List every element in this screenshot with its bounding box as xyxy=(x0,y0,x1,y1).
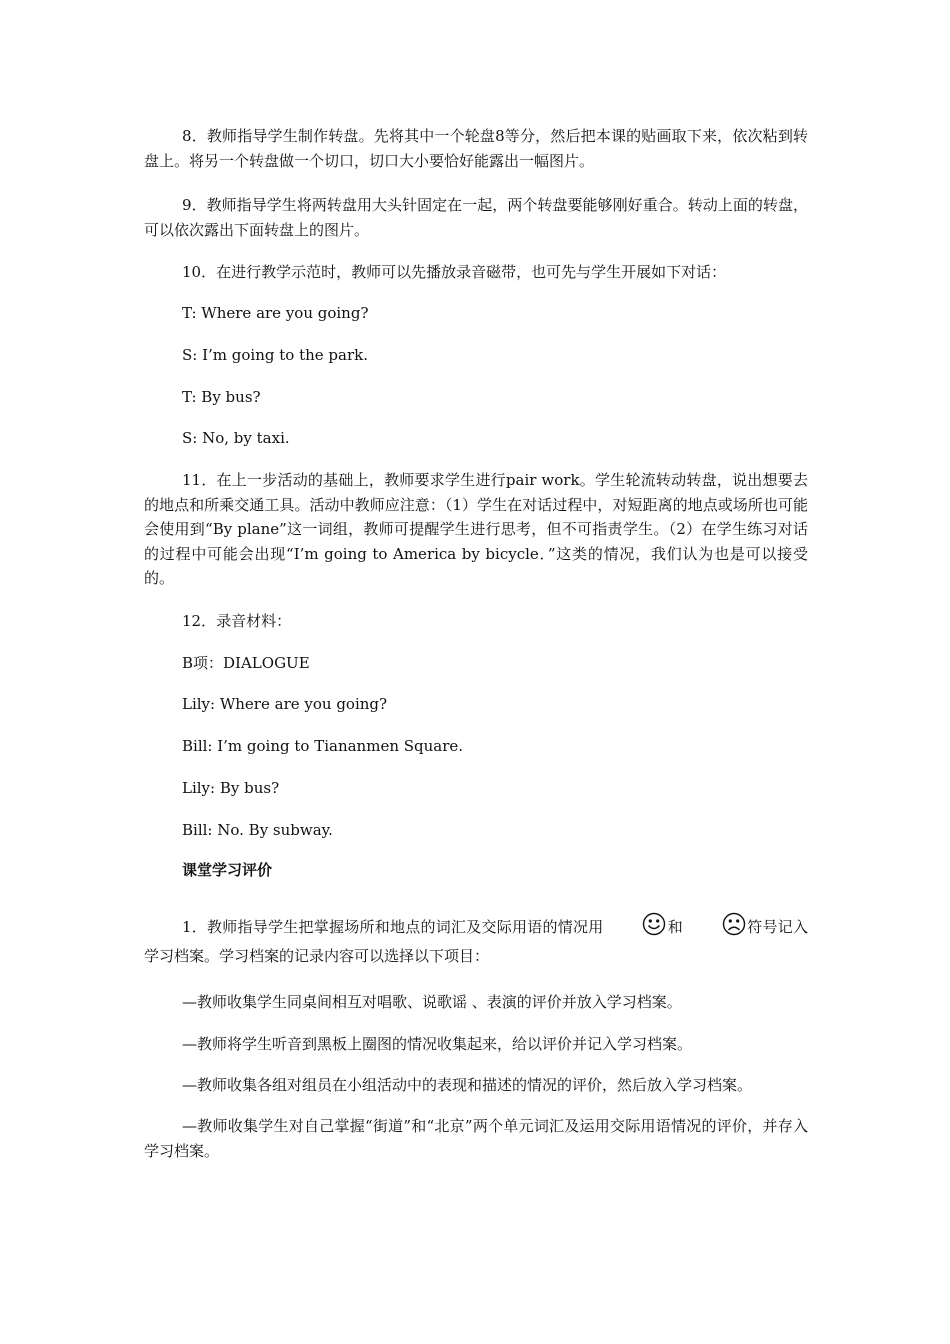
paragraph-8: 8．教师指导学生制作转盘。先将其中一个轮盘8等分，然后把本课的贴画取下来，依次粘到转盘上。将另一个转盘做一个切口，切口大小要恰好能露出一幅图片。 xyxy=(144,127,808,170)
sad-face-icon xyxy=(684,912,746,944)
dialogue-line: S: I’m going to the park. xyxy=(182,346,368,364)
section-b-title: B项：DIALOGUE xyxy=(182,654,310,672)
dialogue-line: T: By bus? xyxy=(182,388,261,406)
dialogue-line: Bill: No. By subway. xyxy=(182,821,333,839)
evaluation-item: —教师收集学生同桌间相互对唱歌、说歌谣 、表演的评价并放入学习档案。 xyxy=(182,993,682,1011)
paragraph-9: 9．教师指导学生将两转盘用大头针固定在一起，两个转盘要能够刚好重合。转动上面的转盘，可以依次露出下面转盘上的图片。 xyxy=(144,196,808,239)
evaluation-text-and: 和 xyxy=(667,918,683,936)
paragraph-10: 10．在进行教学示范时，教师可以先播放录音磁带，也可先与学生开展如下对话： xyxy=(182,263,727,281)
dialogue-line: T: Where are you going? xyxy=(182,304,369,322)
evaluation-paragraph-1 xyxy=(144,912,808,968)
paragraph-11: 11．在上一步活动的基础上，教师要求学生进行pair work。学生轮流转动转盘，说出想要去的地点和所乘交通工具。活动中教师应注意：（1）学生在对话过程中，对短距离的地点或场所也可能会使用到“By plane”这一词组，教师可提醒学生进行思考，但不可指责学生。（2）在学生练习对话的过程中可能会出现“I’m going to America by bicycle．”这类的情况，我们认为也是可以接受的。 xyxy=(144,471,808,587)
evaluation-item: —教师收集学生对自己掌握“街道”和“北京”两个单元词汇及运用交际用语情况的评价，并存入学习档案。 xyxy=(144,1117,808,1160)
dialogue-line: Lily: Where are you going? xyxy=(182,695,388,713)
dialogue-line: Bill: I’m going to Tiananmen Square. xyxy=(182,737,464,755)
section-heading: 课堂学习评价 xyxy=(182,861,273,879)
smiley-face-icon xyxy=(604,912,666,944)
evaluation-item: —教师将学生听音到黑板上圈图的情况收集起来，给以评价并记入学习档案。 xyxy=(182,1035,693,1053)
dialogue-line: S: No, by taxi. xyxy=(182,429,290,447)
evaluation-item: —教师收集各组对组员在小组活动中的表现和描述的情况的评价，然后放入学习档案。 xyxy=(182,1076,753,1094)
dialogue-line: Lily: By bus? xyxy=(182,779,280,797)
paragraph-12: 12．录音材料： xyxy=(182,612,292,630)
evaluation-text-part2: 符号记入学习档案。学习档案的记录内容可以选择以下项目： xyxy=(144,918,808,965)
evaluation-text-part1: 1．教师指导学生把掌握场所和地点的词汇及交际用语的情况用 xyxy=(182,918,604,936)
